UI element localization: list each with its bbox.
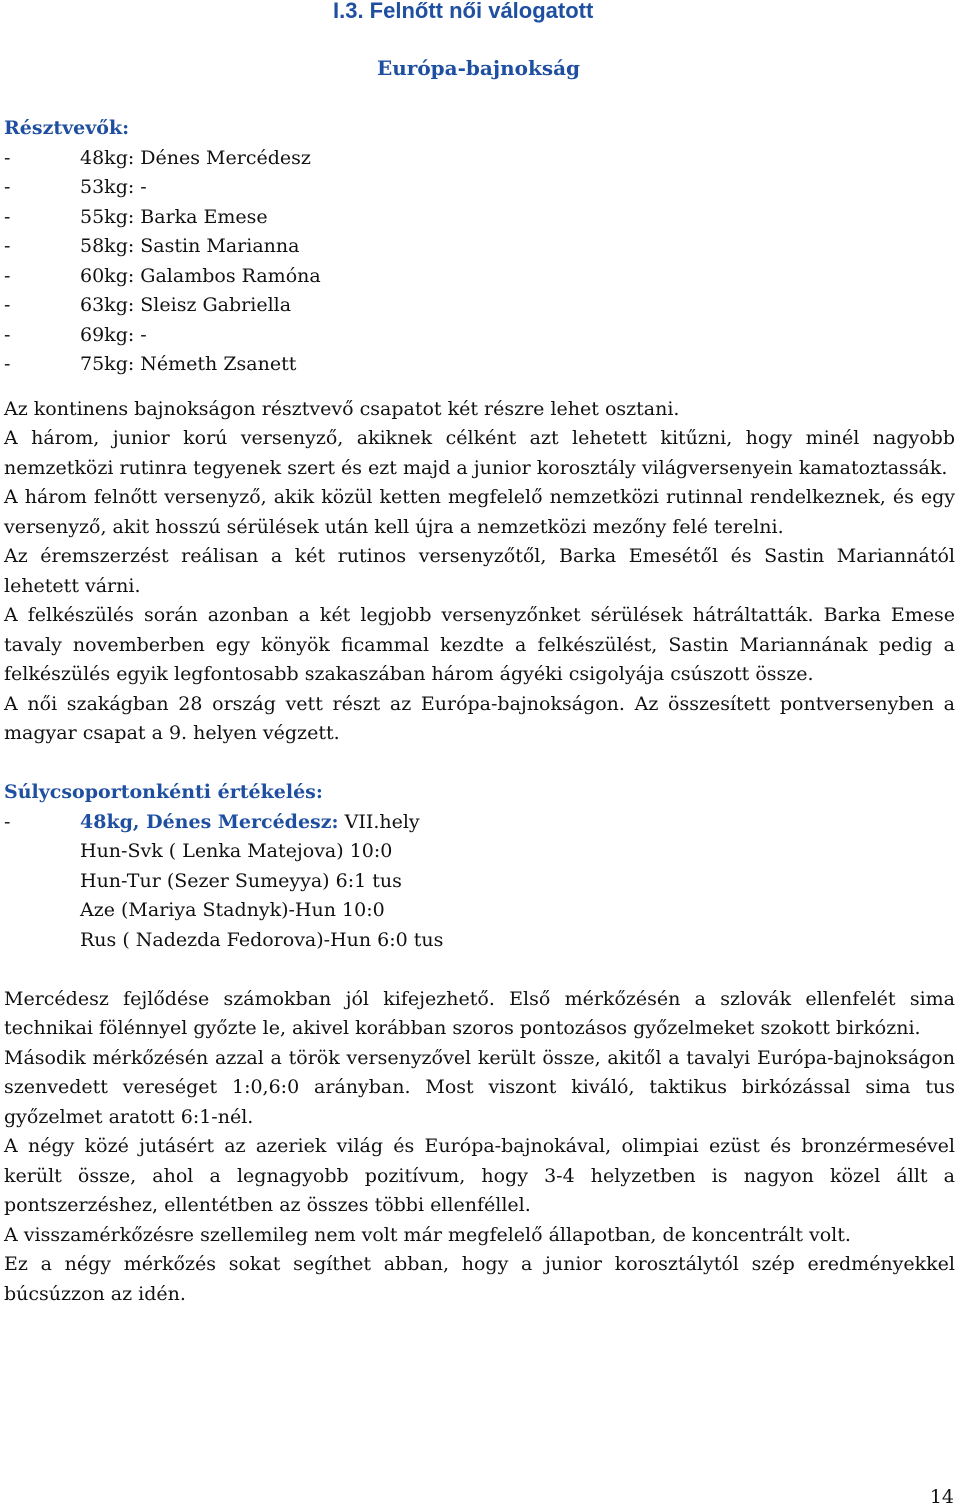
athlete-name: 48kg, Dénes Mercédesz: <box>80 810 339 833</box>
participant-item: - 63kg: Sleisz Gabriella <box>4 291 955 321</box>
summary-paragraph: Ez a négy mérkőzés sokat segíthet abban, hogy a junior korosztálytól szép eredményekkel búcsúzzon az idén. <box>4 1253 955 1305</box>
summary-paragraph: A visszamérkőzésre szellemileg nem volt már megfelelő állapotban, de koncentrált volt. <box>4 1223 851 1246</box>
summary-paragraph: A négy közé jutásért az azeriek világ és Európa-bajnokával, olimpiai ezüst és bronzérmesével került össze, ahol a legnagyobb pozitívum, hogy 3-4 helyzetben is nagyon közel állt a pontszerzéshez, ellentétben az összes többi ellenféllel. <box>4 1135 955 1216</box>
match-result: Rus ( Nadezda Fedorova)-Hun 6:0 tus <box>80 928 444 951</box>
participant-item: - 75kg: Németh Zsanett <box>4 350 955 380</box>
participant-item: - 58kg: Sastin Marianna <box>4 232 955 262</box>
summary-paragraph: Második mérkőzésén azzal a török versenyzővel került össze, akitől a tavalyi Európa-bajnokságon szenvedett vereséget 1:0,6:0 arányban. Most viszont kiváló, taktikus birkózással sima tus győzelmet aratott 6:1-nél. <box>4 1046 955 1128</box>
intro-paragraph: Az éremszerzést reálisan a két rutinos versenyzőtől, Barka Emesétől és Sastin Mariannától lehetett várni. <box>4 545 955 597</box>
intro-paragraph: Az kontinens bajnokságon résztvevő csapatot két részre lehet osztani. <box>4 397 680 420</box>
intro-paragraph: A felkészülés során azonban a két legjobb versenyzőnket sérülések hátráltatták. Barka Emese tavaly novemberben egy könyök ficammal kezdte a felkészülést, Sastin Mariannának pedig a felkészülés egyik legfontosabb szakaszában három ágyéki csigolyája csúszott össze. <box>4 604 955 685</box>
athlete-placement: VII.hely <box>338 810 420 833</box>
participant-item: - 69kg: - <box>4 321 955 351</box>
participant-item: - 53kg: - <box>4 173 955 203</box>
participant-item: - 60kg: Galambos Ramóna <box>4 262 955 292</box>
match-result: Aze (Mariya Stadnyk)-Hun 10:0 <box>80 899 385 921</box>
page-number: 14 <box>929 1486 954 1508</box>
participant-item: - 55kg: Barka Emese <box>4 203 955 233</box>
evaluation-athlete <box>4 808 955 838</box>
match-result: Hun-Svk ( Lenka Matejova) 10:0 <box>80 840 393 862</box>
intro-paragraph: A három felnőtt versenyző, akik közül ketten megfelelő nemzetközi rutinnal rendelkeznek, és egy versenyző, akit hosszú sérülések után kell újra a nemzetközi mezőny felé terelni. <box>4 486 955 538</box>
intro-paragraph: A női szakágban 28 ország vett részt az Európa-bajnokságon. Az összesített pontversenyben a magyar csapat a 9. helyen végzett. <box>4 692 955 744</box>
participants-heading: Résztvevők: <box>4 117 130 139</box>
document-body <box>4 114 955 1309</box>
participant-item: - 48kg: Dénes Mercédesz <box>4 144 955 174</box>
participants-list <box>4 144 955 380</box>
match-result: Hun-Tur (Sezer Sumeyya) 6:1 tus <box>80 869 402 892</box>
event-subheading: Európa-bajnokság <box>377 56 581 80</box>
summary-paragraph: Mercédesz fejlődése számokban jól kifejezhető. Első mérkőzésén a szlovák ellenfelét sima technikai fölénnyel győzte le, akivel korábban szoros pontozásos győzelmeket szokott birkózni. <box>4 987 955 1039</box>
evaluation-list <box>4 808 955 838</box>
evaluation-heading: Súlycsoportonkénti értékelés: <box>4 781 323 803</box>
match-results <box>4 837 955 955</box>
intro-paragraph: A három, junior korú versenyző, akiknek célként azt lehetett kitűzni, hogy minél nagyobb nemzetközi rutinra tegyenek szert és ezt majd a junior korosztály világversenyein kamatoztassák. <box>4 427 955 479</box>
section-heading: I.3. Felnőtt női válogatott <box>333 0 594 23</box>
